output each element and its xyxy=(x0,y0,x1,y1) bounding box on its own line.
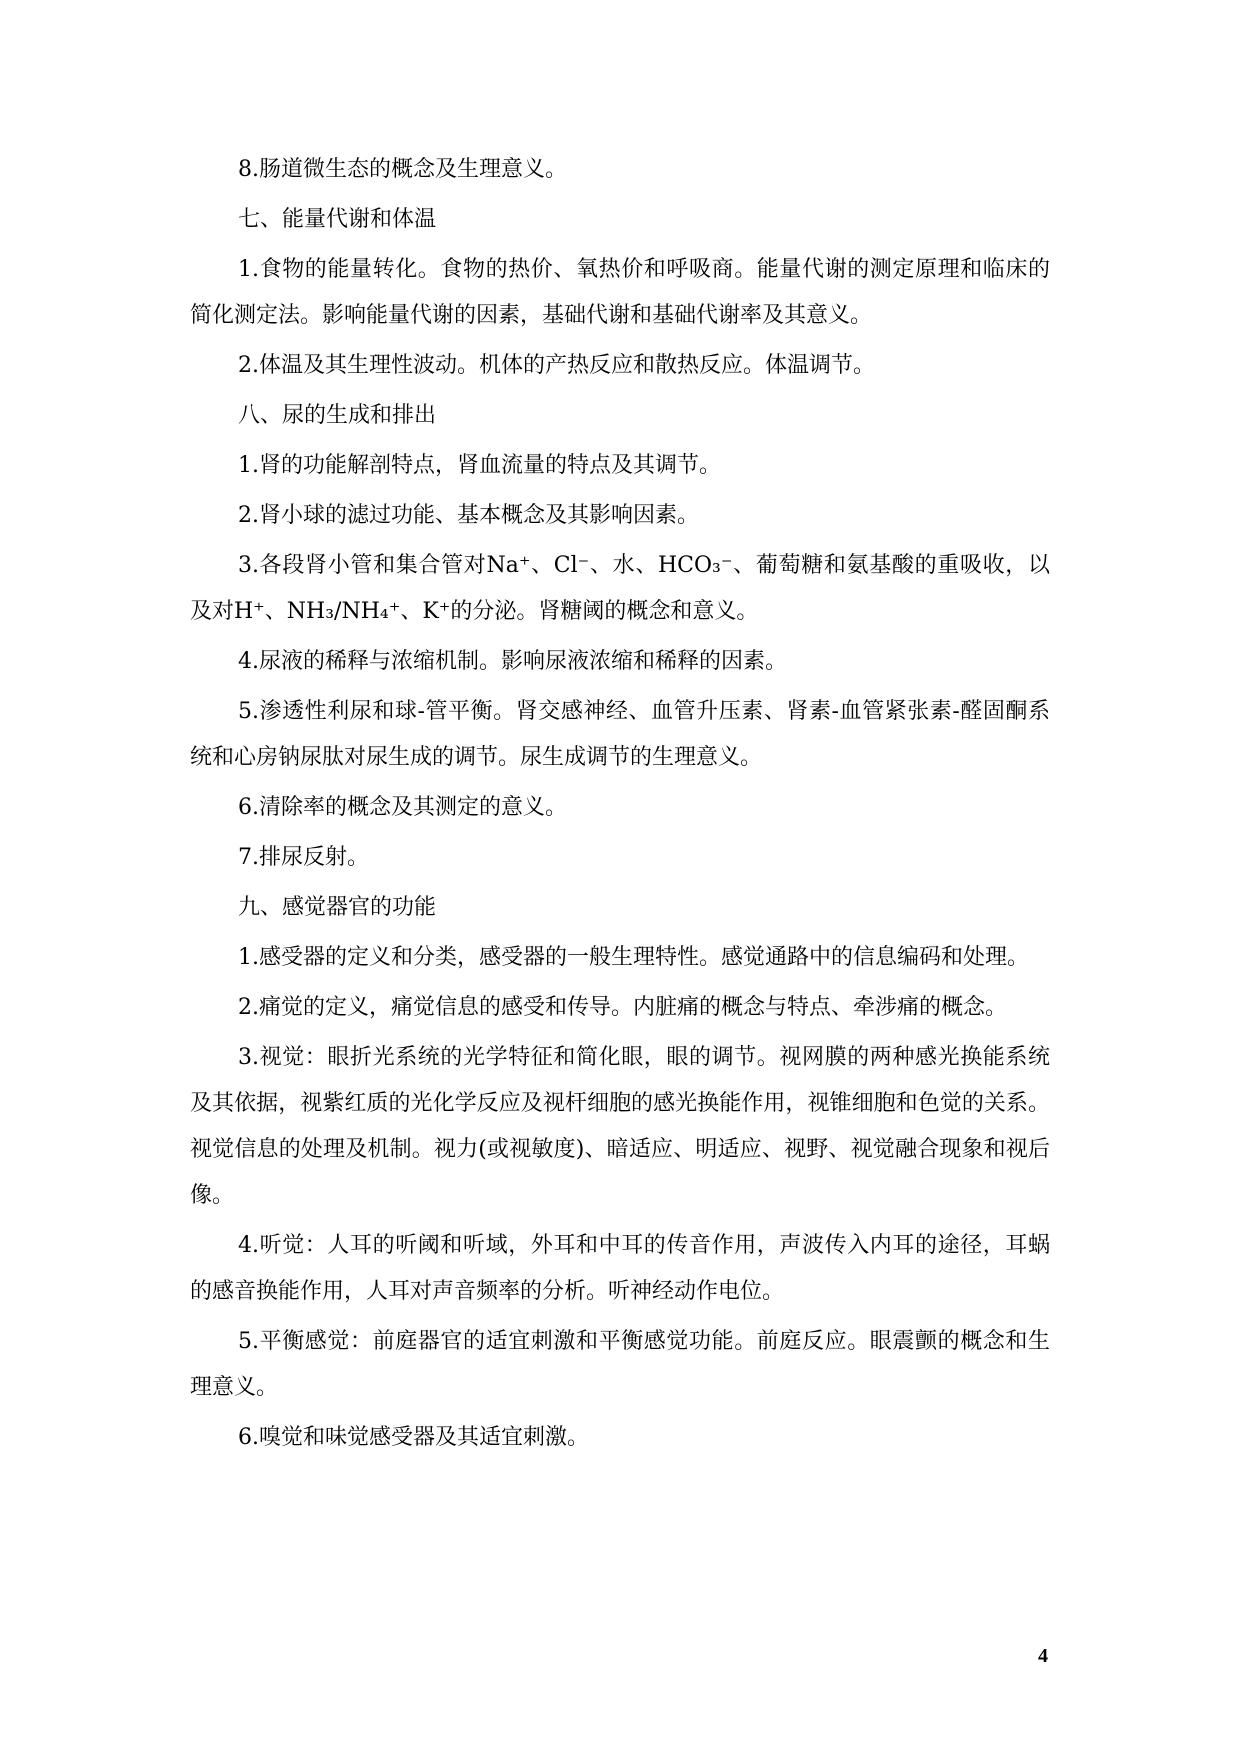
paragraph: 4.尿液的稀释与浓缩机制。影响尿液浓缩和稀释的因素。 xyxy=(238,649,787,674)
paragraph: 2.痛觉的定义，痛觉信息的感受和传导。内脏痛的概念与特点、牵涉痛的概念。 xyxy=(238,995,1007,1020)
section-heading: 九、感觉器官的功能 xyxy=(238,895,437,920)
paragraph: 6.清除率的概念及其测定的意义。 xyxy=(238,795,567,820)
paragraph: 1.食物的能量转化。食物的热价、氧热价和呼吸商。能量代谢的测定原理和临床的简化测定法。影响能量代谢的因素，基础代谢和基础代谢率及其意义。 xyxy=(190,257,1050,328)
paragraph: 5.平衡感觉：前庭器官的适宜刺激和平衡感觉功能。前庭反应。眼震颤的概念和生理意义。 xyxy=(190,1329,1050,1400)
page-content xyxy=(190,147,1050,1465)
paragraph: 3.视觉：眼折光系统的光学特征和简化眼，眼的调节。视网膜的两种感光换能系统及其依据，视紫红质的光化学反应及视杆细胞的感光换能作用，视锥细胞和色觉的关系。视觉信息的处理及机制。视力(或视敏度)、暗适应、明适应、视野、视觉融合现象和视后像。 xyxy=(190,1045,1050,1208)
paragraph: 7.排尿反射。 xyxy=(238,845,369,870)
paragraph: 2.体温及其生理性波动。机体的产热反应和散热反应。体温调节。 xyxy=(238,353,875,378)
paragraph: 4.听觉：人耳的听阈和听域，外耳和中耳的传音作用，声波传入内耳的途径，耳蜗的感音换能作用，人耳对声音频率的分析。听神经动作电位。 xyxy=(190,1233,1050,1304)
paragraph: 2.肾小球的滤过功能、基本概念及其影响因素。 xyxy=(238,503,699,528)
section-heading: 八、尿的生成和排出 xyxy=(238,403,437,428)
paragraph: 5.渗透性利尿和球-管平衡。肾交感神经、血管升压素、肾素-血管紧张素-醛固酮系统和心房钠尿肽对尿生成的调节。尿生成调节的生理意义。 xyxy=(190,699,1050,770)
page-number: 4 xyxy=(1038,1645,1048,1667)
paragraph: 6.嗅觉和味觉感受器及其适宜刺激。 xyxy=(238,1425,589,1450)
paragraph: 1.感受器的定义和分类，感受器的一般生理特性。感觉通路中的信息编码和处理。 xyxy=(238,945,1029,970)
section-heading: 七、能量代谢和体温 xyxy=(238,207,437,232)
paragraph: 1.肾的功能解剖特点，肾血流量的特点及其调节。 xyxy=(238,453,721,478)
paragraph: 3.各段肾小管和集合管对Na⁺、Cl⁻、水、HCO₃⁻、葡萄糖和氨基酸的重吸收，以及对H⁺、NH₃/NH₄⁺、K⁺的分泌。肾糖阈的概念和意义。 xyxy=(190,553,1050,624)
paragraph: 8.肠道微生态的概念及生理意义。 xyxy=(238,157,567,182)
